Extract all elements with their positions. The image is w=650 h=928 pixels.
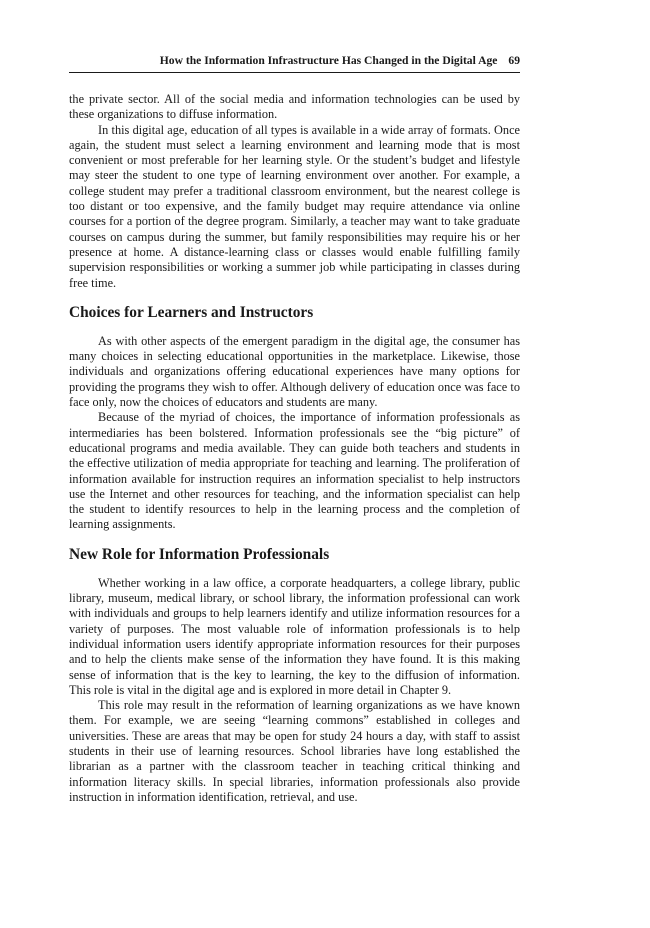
- paragraph: In this digital age, education of all types is available in a wide array of formats. Once again, the student must select a learning environment and learning mode that is most convenient or most preferable for her learning style. Or the student’s budget and lifestyle may steer the student to one type of learning environment over another. For example, a college student may prefer a traditional classroom environment, but the nearest college is too distant or too expensive, and the family budget may require attendance via online courses for a portion of the degree program. Similarly, a teacher may want to take graduate courses on campus during the summer, but family responsibilities may require his or her presence at home. A distance-learning class or classes would enable fulfilling family supervision responsibilities or working a summer job while participating in classes during free time.: [69, 122, 520, 290]
- paragraph: the private sector. All of the social media and information technologies can be used by these organizations to diffuse information.: [69, 92, 520, 122]
- page-number: 69: [508, 54, 520, 67]
- paragraph: As with other aspects of the emergent paradigm in the digital age, the consumer has many choices in selecting educational opportunities in the marketplace. Likewise, those individuals and organizations offering educational experiences have many options for providing the programs they wish to offer. Although delivery of education once was face to face only, now the choices of educators and students are many.: [69, 333, 520, 410]
- running-header: [69, 54, 520, 73]
- section-heading: New Role for Information Professionals: [69, 545, 330, 563]
- running-header-title: How the Information Infrastructure Has Changed in the Digital Age: [159, 54, 498, 67]
- paragraph: Whether working in a law office, a corporate headquarters, a college library, public library, museum, medical library, or school library, the information professional can work with individuals and groups to help learners identify and utilize information resources for a variety of purposes. The most valuable role of information professionals is to help individual information users identify appropriate information resources for their purposes and to help the clients make sense of the information they have found. It is this making sense of information that is the key to learning, the key to the diffusion of information. This role is vital in the digital age and is explored in more detail in Chapter 9.: [69, 575, 520, 697]
- body-text: [69, 92, 520, 805]
- paragraph: Because of the myriad of choices, the importance of information professionals as intermediaries has been bolstered. Information professionals see the “big picture” of educational programs and media available. They can guide both teachers and students in the effective utilization of media appropriate for teaching and learning. The proliferation of information available for instruction requires an information specialist to help instructors use the Internet and other resources for teaching, and the information specialist can help the student to identify resources to help in the learning process and the completion of learning assignments.: [69, 410, 520, 532]
- section-heading: Choices for Learners and Instructors: [69, 303, 314, 321]
- book-page: [69, 54, 520, 805]
- paragraph: This role may result in the reformation of learning organizations as we have known them. For example, we are seeing “learning commons” established in colleges and universities. These are areas that may be open for study 24 hours a day, with staff to assist students in their use of learning resources. School libraries have long established the librarian as a partner with the classroom teacher in teaching critical thinking and information literacy skills. In special libraries, information professionals also provide instruction in information identification, retrieval, and use.: [69, 698, 520, 804]
